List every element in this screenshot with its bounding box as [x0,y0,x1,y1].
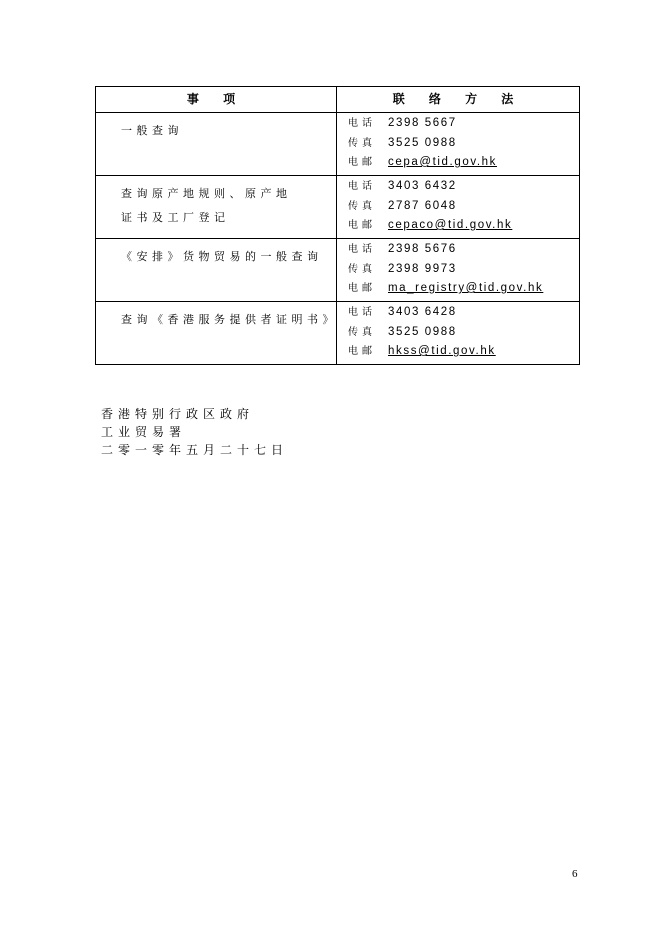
contact-cell [337,239,580,302]
email-line [348,216,579,236]
email-link[interactable]: cepaco@tid.gov.hk [388,219,513,231]
contact-cell [337,176,580,239]
email-label: 电邮 [348,220,376,231]
matter-line: 查询原产地规则、原产地 [121,187,292,200]
phone-number: 2398 5676 [388,243,457,255]
phone-line [348,240,579,260]
phone-label: 电话 [348,181,376,192]
table-row [96,176,580,239]
fax-line [348,260,579,280]
phone-line [348,177,579,197]
contact-cell [337,113,580,176]
phone-line [348,303,579,323]
email-link[interactable]: cepa@tid.gov.hk [388,156,497,168]
issuer-government: 香港特别行政区政府 [101,407,255,421]
table-row [96,113,580,176]
fax-label: 传真 [348,326,376,338]
fax-line [348,197,579,217]
matter-line: 一般查询 [121,124,183,137]
fax-label: 传真 [348,263,376,275]
header-contact: 联 络 方 法 [337,87,580,113]
email-label: 电邮 [348,283,376,294]
table-row [96,302,580,365]
fax-number: 2398 9973 [388,262,457,275]
phone-number: 3403 6428 [388,306,457,318]
email-line [348,279,579,299]
fax-number: 3525 0988 [388,136,457,149]
matter-cell [96,239,337,302]
fax-number: 2787 6048 [388,199,457,212]
matter-cell [96,113,337,176]
phone-label: 电话 [348,307,376,318]
fax-label: 传真 [348,137,376,149]
phone-number: 2398 5667 [388,117,457,129]
matter-line: 证书及工厂登记 [121,211,230,224]
email-line [348,342,579,362]
email-label: 电邮 [348,346,376,357]
contact-table [95,86,580,365]
fax-label: 传真 [348,200,376,212]
fax-number: 3525 0988 [388,325,457,338]
matter-cell [96,176,337,239]
email-line [348,153,579,173]
header-matter: 事 项 [96,87,337,113]
phone-label: 电话 [348,244,376,255]
phone-number: 3403 6432 [388,180,457,192]
matter-line: 《安排》货物贸易的一般查询 [121,250,323,263]
fax-line [348,134,579,154]
issue-date: 二零一零年五月二十七日 [101,443,289,457]
matter-line: 查询《香港服务提供者证明书》 [121,313,338,326]
matter-cell [96,302,337,365]
page-number: 6 [572,868,578,880]
contact-cell [337,302,580,365]
fax-line [348,323,579,343]
phone-line [348,114,579,134]
issuer-department: 工业贸易署 [101,425,187,439]
table-header-row [96,87,580,113]
phone-label: 电话 [348,118,376,129]
table-row [96,239,580,302]
email-link[interactable]: hkss@tid.gov.hk [388,345,496,357]
issuer-signature-block [101,405,288,459]
email-label: 电邮 [348,157,376,168]
email-link[interactable]: ma_registry@tid.gov.hk [388,282,544,294]
